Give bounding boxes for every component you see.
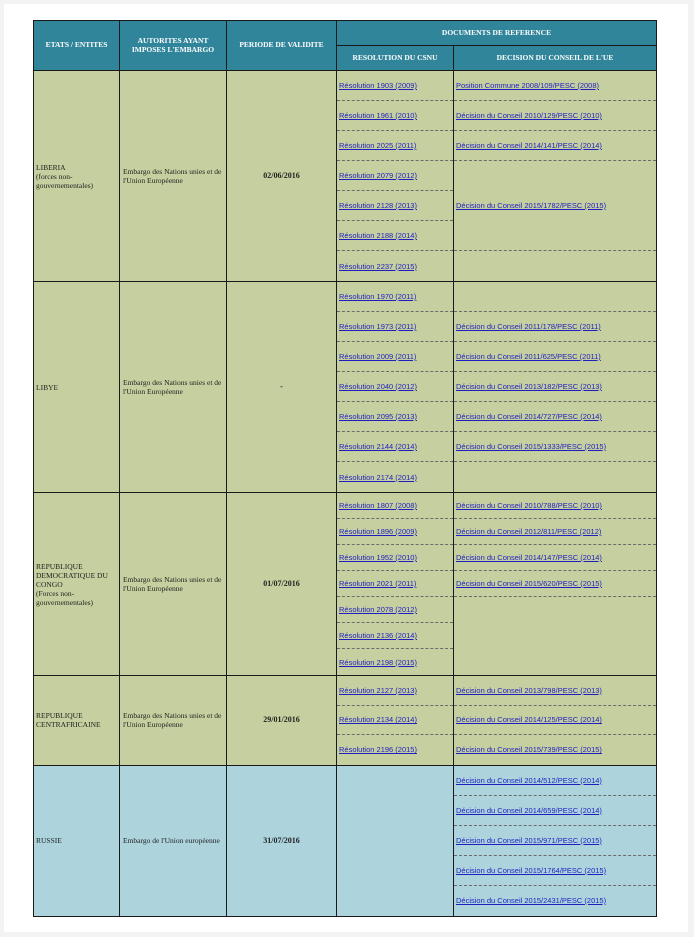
resolution-link[interactable]: Résolution 2040 (2012) bbox=[339, 382, 417, 391]
decisions-cell bbox=[454, 71, 657, 282]
header-validity: PERIODE DE VALIDITE bbox=[227, 21, 337, 71]
validity-cell: - bbox=[227, 282, 337, 493]
decisions-cell bbox=[454, 493, 657, 676]
decision-link[interactable]: Décision du Conseil 2015/2431/PESC (2015) bbox=[456, 896, 607, 905]
entity-cell bbox=[34, 765, 120, 916]
decision-link[interactable]: Décision du Conseil 2015/1782/PESC (2015) bbox=[456, 201, 607, 210]
decision-link[interactable]: Décision du Conseil 2015/739/PESC (2015) bbox=[456, 745, 602, 755]
decisions-cell bbox=[454, 282, 657, 493]
decision-link[interactable]: Décision du Conseil 2011/625/PESC (2011) bbox=[456, 352, 601, 361]
entity-name: LIBERIA bbox=[36, 162, 66, 172]
decision-link[interactable]: Décision du Conseil 2015/1764/PESC (2015) bbox=[456, 865, 607, 875]
decision-link[interactable]: Décision du Conseil 2013/182/PESC (2013) bbox=[456, 382, 602, 391]
resolution-link[interactable]: Résolution 2136 (2014) bbox=[339, 631, 417, 640]
resolution-link[interactable]: Résolution 2198 (2015) bbox=[339, 657, 417, 667]
entity-name: REPUBLIQUE CENTRAFRICAINE bbox=[36, 711, 101, 730]
resolution-link[interactable]: Résolution 2144 (2014) bbox=[339, 442, 417, 451]
authority-cell: Embargo des Nations unies et de l'Union Européenne bbox=[120, 493, 227, 676]
entity-subtitle: (forces non-gouvernementales) bbox=[36, 171, 94, 190]
entity-cell bbox=[34, 676, 120, 766]
resolution-link[interactable]: Résolution 2079 (2012) bbox=[339, 171, 417, 180]
decision-link[interactable]: Décision du Conseil 2010/129/PESC (2010) bbox=[456, 111, 602, 120]
resolution-link[interactable]: Résolution 1973 (2011) bbox=[339, 322, 417, 331]
decision-link[interactable]: Décision du Conseil 2012/811/PESC (2012) bbox=[456, 527, 602, 536]
resolution-link[interactable]: Résolution 1903 (2009) bbox=[339, 81, 417, 90]
entity-name: REPUBLIQUE DEMOCRATIQUE DU CONGO bbox=[36, 561, 108, 589]
resolution-link[interactable]: Résolution 2188 (2014) bbox=[339, 231, 417, 240]
authority-cell: Embargo des Nations unies et de l'Union Européenne bbox=[120, 676, 227, 766]
table-row bbox=[34, 282, 657, 493]
resolutions-cell bbox=[337, 71, 454, 282]
resolution-link[interactable]: Résolution 2021 (2011) bbox=[339, 579, 417, 588]
decision-link[interactable]: Décision du Conseil 2014/727/PESC (2014) bbox=[456, 412, 602, 421]
resolution-link[interactable]: Résolution 2095 (2013) bbox=[339, 412, 417, 421]
entity-cell bbox=[34, 71, 120, 282]
authority-cell: Embargo de l'Union européenne bbox=[120, 765, 227, 916]
validity-cell: 01/07/2016 bbox=[227, 493, 337, 676]
document-page bbox=[4, 4, 688, 932]
table-row bbox=[34, 493, 657, 676]
resolutions-cell bbox=[337, 493, 454, 676]
decision-link[interactable]: Décision du Conseil 2015/1333/PESC (2015) bbox=[456, 442, 607, 451]
authority-cell: Embargo des Nations unies et de l'Union Européenne bbox=[120, 71, 227, 282]
resolution-link[interactable]: Résolution 2078 (2012) bbox=[339, 605, 417, 614]
header-csnu: RESOLUTION DU CSNU bbox=[337, 46, 454, 71]
decisions-cell bbox=[454, 676, 657, 766]
validity-cell: 29/01/2016 bbox=[227, 676, 337, 766]
decision-link[interactable]: Décision du Conseil 2014/659/PESC (2014) bbox=[456, 805, 602, 815]
resolution-link[interactable]: Résolution 1896 (2009) bbox=[339, 527, 417, 536]
resolution-link[interactable]: Résolution 1961 (2010) bbox=[339, 111, 417, 120]
decisions-cell bbox=[454, 765, 657, 916]
resolutions-cell bbox=[337, 282, 454, 493]
resolution-link[interactable]: Résolution 1807 (2008) bbox=[339, 501, 417, 510]
resolution-link[interactable]: Résolution 2134 (2014) bbox=[339, 715, 417, 725]
resolution-link[interactable]: Résolution 2128 (2013) bbox=[339, 201, 417, 210]
entity-cell bbox=[34, 493, 120, 676]
authority-cell: Embargo des Nations unies et de l'Union Européenne bbox=[120, 282, 227, 493]
validity-cell: 31/07/2016 bbox=[227, 765, 337, 916]
resolution-link[interactable]: Résolution 1952 (2010) bbox=[339, 553, 417, 562]
decision-link[interactable]: Décision du Conseil 2014/125/PESC (2014) bbox=[456, 715, 602, 725]
resolution-link[interactable]: Résolution 2025 (2011) bbox=[339, 141, 417, 150]
header-documents: DOCUMENTS DE REFERENCE bbox=[337, 21, 657, 46]
decision-link[interactable]: Décision du Conseil 2014/147/PESC (2014) bbox=[456, 553, 602, 562]
header-authorities: AUTORITES AYANT IMPOSES L'EMBARGO bbox=[120, 21, 227, 71]
header-eu: DECISION DU CONSEIL DE L'UE bbox=[454, 46, 657, 71]
table-row bbox=[34, 765, 657, 916]
entity-subtitle: (Forces non-gouvernementales) bbox=[36, 588, 94, 607]
table-row bbox=[34, 676, 657, 766]
resolutions-cell bbox=[337, 765, 454, 916]
validity-cell: 02/06/2016 bbox=[227, 71, 337, 282]
header-entities: ETATS / ENTITES bbox=[34, 21, 120, 71]
table-row bbox=[34, 71, 657, 282]
decision-link[interactable]: Décision du Conseil 2011/178/PESC (2011) bbox=[456, 322, 601, 331]
resolution-link[interactable]: Résolution 1970 (2011) bbox=[339, 292, 417, 301]
entity-name: LIBYE bbox=[36, 382, 59, 392]
entity-cell bbox=[34, 282, 120, 493]
resolution-link[interactable]: Résolution 2196 (2015) bbox=[339, 745, 417, 755]
decision-link[interactable]: Décision du Conseil 2014/512/PESC (2014) bbox=[456, 775, 602, 785]
resolutions-cell bbox=[337, 676, 454, 766]
decision-link[interactable]: Décision du Conseil 2013/798/PESC (2013) bbox=[456, 685, 602, 695]
decision-link[interactable]: Décision du Conseil 2015/971/PESC (2015) bbox=[456, 835, 602, 845]
resolution-link[interactable]: Résolution 2009 (2011) bbox=[339, 352, 417, 361]
decision-link[interactable]: Position Commune 2008/109/PESC (2008) bbox=[456, 81, 599, 90]
entity-name: RUSSIE bbox=[36, 836, 62, 845]
decision-link[interactable]: Décision du Conseil 2015/620/PESC (2015) bbox=[456, 579, 602, 588]
decision-link[interactable]: Décision du Conseil 2010/788/PESC (2010) bbox=[456, 501, 602, 510]
resolution-link[interactable]: Résolution 2174 (2014) bbox=[339, 472, 417, 482]
resolution-link[interactable]: Résolution 2127 (2013) bbox=[339, 685, 417, 695]
decision-link[interactable]: Décision du Conseil 2014/141/PESC (2014) bbox=[456, 141, 602, 150]
embargo-table bbox=[33, 20, 657, 917]
resolution-link[interactable]: Résolution 2237 (2015) bbox=[339, 261, 417, 271]
